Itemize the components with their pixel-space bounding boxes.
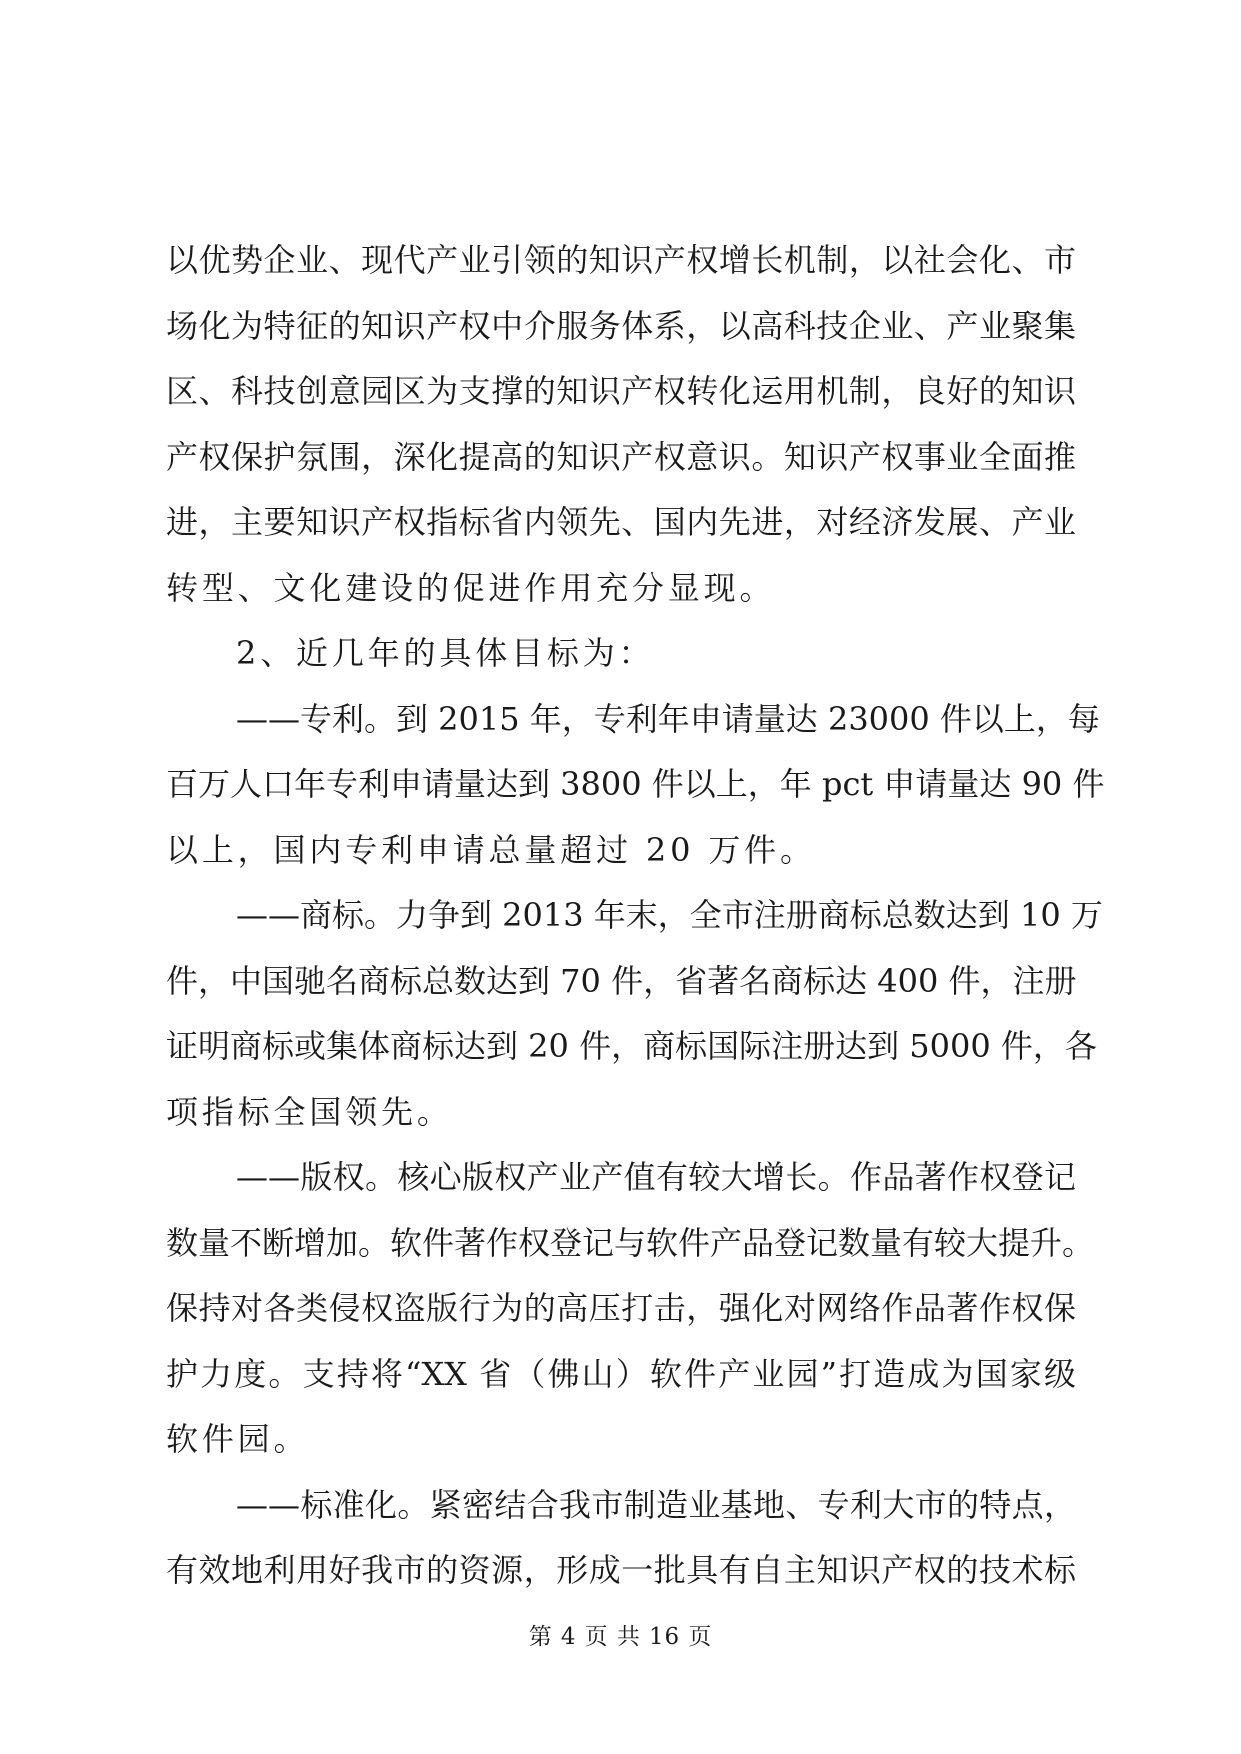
page-number-footer: 第 4 页 共 16 页 — [528, 1624, 713, 1650]
text-line: 项指标全国领先。 — [166, 1092, 453, 1131]
text-line: 2、近几年的具体目标为： — [236, 634, 655, 672]
text-line: 证明商标或集体商标达到 20 件，商标国际注册达到 5000 件，各 — [166, 1027, 1097, 1065]
text-line: 区、科技创意园区为支撑的知识产权转化运用机制，良好的知识 — [166, 372, 1076, 410]
text-line: ——标准化。紧密结合我市制造业基地、专利大市的特点， — [236, 1485, 1076, 1524]
text-line: 进，主要知识产权指标省内领先、国内先进，对经济发展、产业 — [166, 503, 1076, 541]
text-line: 以上，国内专利申请总量超过 20 万件。 — [166, 830, 816, 869]
text-line: 转型、文化建设的促进作用充分显现。 — [166, 568, 776, 607]
text-line: ——商标。力争到 2013 年末，全市注册商标总数达到 10 万 — [236, 896, 1103, 934]
text-line: 数量不断增加。软件著作权登记与软件产品登记数量有较大提升。 — [166, 1223, 1095, 1262]
text-line: ——专利。到 2015 年，专利年申请量达 23000 件以上，每 — [236, 699, 1100, 738]
text-line: 保持对各类侵权盗版行为的高压打击，强化对网络作品著作权保 — [166, 1289, 1076, 1327]
text-line: 软件园。 — [166, 1420, 310, 1458]
text-line: 产权保护氛围，深化提高的知识产权意识。知识产权事业全面推 — [166, 437, 1076, 476]
text-line: 以优势企业、现代产业引领的知识产权增长机制，以社会化、市 — [166, 241, 1076, 279]
text-line: 场化为特征的知识产权中介服务体系，以高科技企业、产业聚集 — [166, 306, 1076, 345]
body-text — [166, 228, 1105, 1604]
text-line: ——版权。核心版权产业产值有较大增长。作品著作权登记 — [236, 1158, 1076, 1196]
text-line: 件，中国驰名商标总数达到 70 件，省著名商标达 400 件，注册 — [166, 961, 1077, 1000]
text-line: 百万人口年专利申请量达到 3800 件以上，年 pct 申请量达 90 件 — [166, 765, 1105, 803]
text-line: 护力度。支持将“XX 省（佛山）软件产业园”打造成为国家级 — [166, 1354, 1076, 1393]
text-line: 有效地利用好我市的资源，形成一批具有自主知识产权的技术标 — [166, 1551, 1076, 1589]
